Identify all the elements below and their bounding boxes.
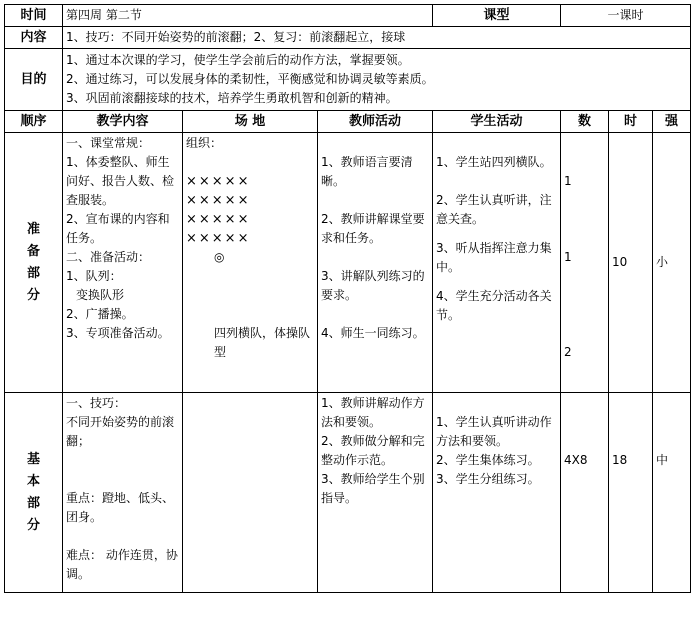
lesson-type-value: 一课时 bbox=[561, 5, 691, 27]
venue-title: 组织： bbox=[186, 136, 223, 150]
time-row bbox=[5, 5, 691, 27]
teacher-position-icon: ◎ bbox=[214, 250, 225, 264]
basic-student-line: 3、学生分组练习。 bbox=[436, 472, 540, 486]
prep-content-line: 1、体委整队、师生问好、报告人数、检查服装。 bbox=[66, 155, 175, 207]
column-header-row bbox=[5, 111, 691, 133]
basic-content-line: 不同开始姿势的前滚翻； bbox=[66, 415, 175, 448]
lesson-plan-table bbox=[4, 4, 691, 593]
prep-content-line: 二、准备活动： bbox=[66, 250, 151, 264]
col-count: 数 bbox=[561, 111, 609, 133]
prep-student-line: 4、学生充分活动各关节。 bbox=[436, 289, 552, 322]
formation-row: ××××× bbox=[186, 193, 251, 208]
basic-venue bbox=[183, 393, 318, 593]
goal-item: 2、通过练习，可以发展身体的柔韧性，平衡感觉和协调灵敏等素质。 bbox=[66, 72, 434, 86]
prep-content-line: 2、宣布课的内容和任务。 bbox=[66, 212, 170, 245]
basic-time bbox=[609, 393, 653, 593]
formation-row: ××××× bbox=[186, 174, 251, 189]
prep-student-line: 2、学生认真听讲，注意关查。 bbox=[436, 193, 552, 226]
basic-count-value: 4X8 bbox=[564, 453, 588, 467]
basic-section-label: 基本部分 bbox=[5, 393, 63, 593]
time-value: 第四周 第二节 bbox=[63, 5, 433, 27]
prep-content-line: 2、广播操。 bbox=[66, 307, 134, 321]
basic-student-line: 1、学生认真听讲动作方法和要领。 bbox=[436, 415, 552, 448]
basic-teacher-activity bbox=[318, 393, 433, 593]
prep-teacher-line: 4、师生一同练习。 bbox=[321, 326, 425, 340]
content-value: 1、技巧：不同开始姿势的前滚翻；2、复习：前滚翻起立，接球 bbox=[63, 27, 691, 49]
col-time: 时 bbox=[609, 111, 653, 133]
basic-content-line: 重点：蹬地、低头、团身。 bbox=[66, 491, 175, 524]
prep-intensity: 小 bbox=[653, 133, 691, 393]
col-teaching-content: 教学内容 bbox=[63, 111, 183, 133]
basic-content-line: 难点： 动作连贯，协调。 bbox=[66, 548, 178, 581]
basic-student-line: 2、学生集体练习。 bbox=[436, 453, 540, 467]
formation-row: ××××× bbox=[186, 231, 251, 246]
basic-teaching-content bbox=[63, 393, 183, 593]
goal-item: 3、巩固前滚翻接球的技术，培养学生勇敢机智和创新的精神。 bbox=[66, 91, 398, 105]
formation-row: ××××× bbox=[186, 212, 251, 227]
prep-time: 10 bbox=[609, 133, 653, 393]
goal-list bbox=[63, 49, 691, 111]
prep-student-activity bbox=[433, 133, 561, 393]
prep-section-label: 准备部分 bbox=[5, 133, 63, 393]
basic-teacher-line: 3、教师给学生个别指导。 bbox=[321, 472, 425, 505]
time-label: 时间 bbox=[5, 5, 63, 27]
lesson-type-label: 课型 bbox=[433, 5, 561, 27]
prep-row bbox=[5, 133, 691, 393]
col-teacher-activity: 教师活动 bbox=[318, 111, 433, 133]
goal-row bbox=[5, 49, 691, 111]
prep-teacher-activity bbox=[318, 133, 433, 393]
lesson-plan-sheet bbox=[4, 4, 690, 593]
col-intensity: 强 bbox=[653, 111, 691, 133]
prep-teacher-line: 3、讲解队列练习的要求。 bbox=[321, 269, 425, 302]
content-label: 内容 bbox=[5, 27, 63, 49]
goal-item: 1、通过本次课的学习，使学生学会前后的动作方法，掌握要领。 bbox=[66, 53, 410, 67]
prep-content-line: 变换队形 bbox=[76, 288, 125, 302]
basic-count bbox=[561, 393, 609, 593]
basic-row bbox=[5, 393, 691, 593]
prep-content-line: 3、专项准备活动。 bbox=[66, 326, 170, 340]
prep-student-line: 1、学生站四列横队。 bbox=[436, 155, 552, 169]
prep-count-value: 2 bbox=[564, 345, 572, 359]
prep-count-value: 1 bbox=[564, 174, 572, 188]
basic-teacher-line: 1、教师讲解动作方法和要领。 bbox=[321, 396, 425, 429]
basic-teacher-line: 2、教师做分解和完整动作示范。 bbox=[321, 434, 425, 467]
venue-note: 四列横队，体操队型 bbox=[214, 326, 311, 359]
col-student-activity: 学生活动 bbox=[433, 111, 561, 133]
prep-teacher-line: 1、教师语言要清晰。 bbox=[321, 155, 413, 188]
col-venue: 场 地 bbox=[183, 111, 318, 133]
prep-student-line: 3、听从指挥注意力集中。 bbox=[436, 241, 552, 274]
prep-count bbox=[561, 133, 609, 393]
content-row bbox=[5, 27, 691, 49]
basic-time-value: 18 bbox=[612, 453, 628, 467]
prep-count-value: 1 bbox=[564, 250, 572, 264]
prep-content-line: 一、课堂常规： bbox=[66, 136, 151, 150]
prep-content-line: 1、队列： bbox=[66, 269, 122, 283]
col-order: 顺序 bbox=[5, 111, 63, 133]
prep-venue bbox=[183, 133, 318, 393]
prep-teaching-content bbox=[63, 133, 183, 393]
basic-content-line: 一、技巧： bbox=[66, 396, 127, 410]
basic-student-activity bbox=[433, 393, 561, 593]
goal-label: 目的 bbox=[5, 49, 63, 111]
basic-intensity-value: 中 bbox=[656, 453, 669, 467]
prep-teacher-line: 2、教师讲解课堂要求和任务。 bbox=[321, 212, 425, 245]
basic-intensity bbox=[653, 393, 691, 593]
